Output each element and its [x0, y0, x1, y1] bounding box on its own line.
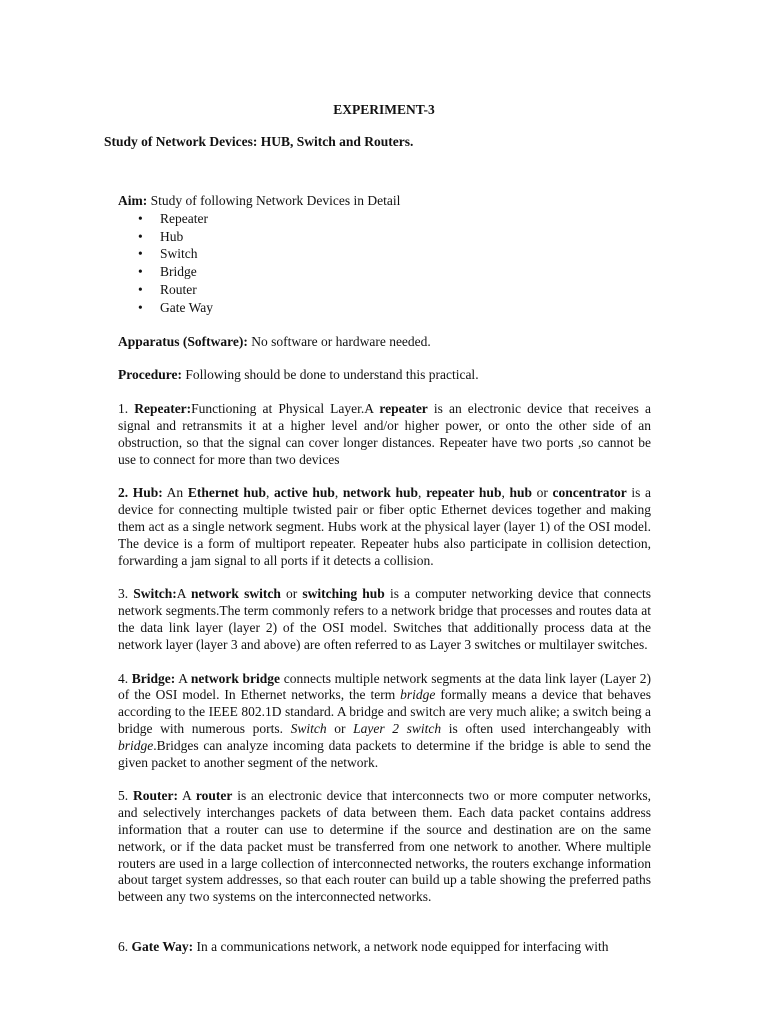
apparatus-text: No software or hardware needed. [247, 333, 431, 349]
switch-term-2: switching hub [302, 586, 385, 602]
bridge-paragraph [118, 671, 651, 772]
hub-text-7: is a device for connecting multiple twisted pair or fiber optic Ethernet devices together and making them act as a single network segment. Hubs work at the physical layer (layer 1) of the OSI model. The device is a form of multiport repeater. Repeater hubs also participate in collision detection, forwarding a jam signal to all ports if it detects a collision. [118, 485, 652, 568]
switch-text-2: or [280, 586, 303, 602]
switch-term-1: network switch [190, 586, 281, 602]
procedure-label: Procedure: [118, 367, 182, 383]
list-item: • Switch [138, 245, 651, 263]
repeater-heading: Repeater: [134, 401, 192, 417]
gateway-number: 6. [118, 938, 132, 954]
device-list [118, 210, 651, 317]
repeater-number: 1. [118, 401, 135, 417]
bridge-italic-2: Switch [290, 720, 327, 736]
bridge-text-4: or [326, 720, 354, 736]
router-number: 5. [118, 788, 133, 804]
experiment-title: EXPERIMENT-3 [333, 102, 435, 117]
switch-heading: Switch: [133, 586, 177, 602]
repeater-paragraph [118, 401, 651, 468]
aim-label: Aim: [118, 193, 148, 208]
experiment-subtitle: Study of Network Devices: HUB, Switch and Routers. [104, 134, 414, 149]
hub-term-1: Ethernet hub [187, 485, 266, 501]
procedure-line [118, 367, 651, 384]
gateway-paragraph [118, 939, 651, 956]
bridge-number: 4. [118, 670, 132, 686]
list-item: • Gate Way [138, 299, 651, 317]
list-item: • Hub [138, 228, 651, 246]
bridge-italic-4: bridge [118, 737, 154, 753]
router-text-2: is an electronic device that interconnects two or more computer networks, and selectively interchanges packets of data between them. Each data packet contains address information that a router can use to determine if the source and destination are on the same network, or if the data packet must be transferred from one network to another. Where multiple routers are used in a large collection of interconnected networks, the routers exchange information about target system addresses, so that each router can build up a table showing the preferred paths between any two systems on the interconnected networks. [118, 788, 652, 905]
hub-term-5: hub [509, 485, 532, 501]
bridge-text-6: .Bridges can analyze incoming data packets to determine if the bridge is able to send the given packet to another segment of the network. [118, 737, 651, 770]
bridge-heading: Bridge: [131, 670, 176, 686]
router-term: router [195, 788, 233, 804]
hub-text-5: , [501, 485, 510, 501]
hub-term-3: network hub [342, 485, 419, 501]
hub-text-4: , [418, 485, 427, 501]
switch-number: 3. [118, 586, 134, 602]
router-heading: Router: [132, 788, 178, 804]
aim-text: Study of following Network Devices in Detail [147, 193, 401, 208]
bridge-text-2: connects multiple network segments at the data link layer (Layer 2) of the OSI model. In Ethernet networks, the term [118, 670, 652, 703]
procedure-text: Following should be done to understand this practical. [181, 367, 479, 383]
bridge-term: network bridge [190, 670, 281, 686]
switch-text-3: is a computer networking device that connects network segments.The term commonly refers to a network bridge that processes and routes data at the data link layer (layer 2) of the OSI model. Switches that additionally process data at the network layer (layer 3 and above) are often referred to as Layer 3 switches or multilayer switches. [118, 586, 651, 652]
hub-term-4: repeater hub [426, 485, 502, 501]
repeater-text-2: is an electronic device that receives a signal and retransmits it at a higher level and/or higher power, or onto the other side of an obstruction, so that the signal can cover longer distances. Repeater have two ports ,so cannot be use to connect for more than two devices [118, 401, 651, 467]
hub-text-3: , [334, 485, 343, 501]
bridge-text-5: is often used interchangeably with [441, 720, 652, 736]
hub-term-2: active hub [273, 485, 335, 501]
apparatus-label: Apparatus (Software): [118, 333, 248, 349]
list-item: • Router [138, 281, 651, 299]
gateway-text-1: In a communications network, a network node equipped for interfacing with [193, 938, 609, 954]
bridge-italic-3: Layer 2 switch [353, 720, 442, 736]
apparatus-line [118, 334, 651, 351]
switch-text-1: A [176, 586, 191, 602]
aim-line [118, 193, 651, 210]
gateway-heading: Gate Way: [131, 938, 194, 954]
repeater-text-1: Functioning at Physical Layer.A [191, 401, 380, 417]
bridge-italic-1: bridge [400, 687, 436, 703]
list-item: • Repeater [138, 210, 651, 228]
bridge-text-1: A [175, 670, 191, 686]
bridge-text-3: formally means a device that behaves according to the IEEE 802.1D standard. A bridge and switch are very much alike; a switch being a bridge with numerous ports. [118, 687, 651, 736]
router-paragraph [118, 788, 651, 906]
list-item: • Bridge [138, 263, 651, 281]
hub-text-6: or [532, 485, 553, 501]
router-text-1: A [177, 788, 196, 804]
document-body [118, 193, 651, 956]
hub-term-6: concentrator [552, 485, 627, 501]
switch-paragraph [118, 586, 651, 653]
hub-heading: 2. Hub: [118, 485, 163, 501]
hub-text-1: An [162, 485, 188, 501]
hub-text-2: , [265, 485, 274, 501]
repeater-term: repeater [379, 401, 428, 417]
hub-paragraph [118, 485, 651, 569]
